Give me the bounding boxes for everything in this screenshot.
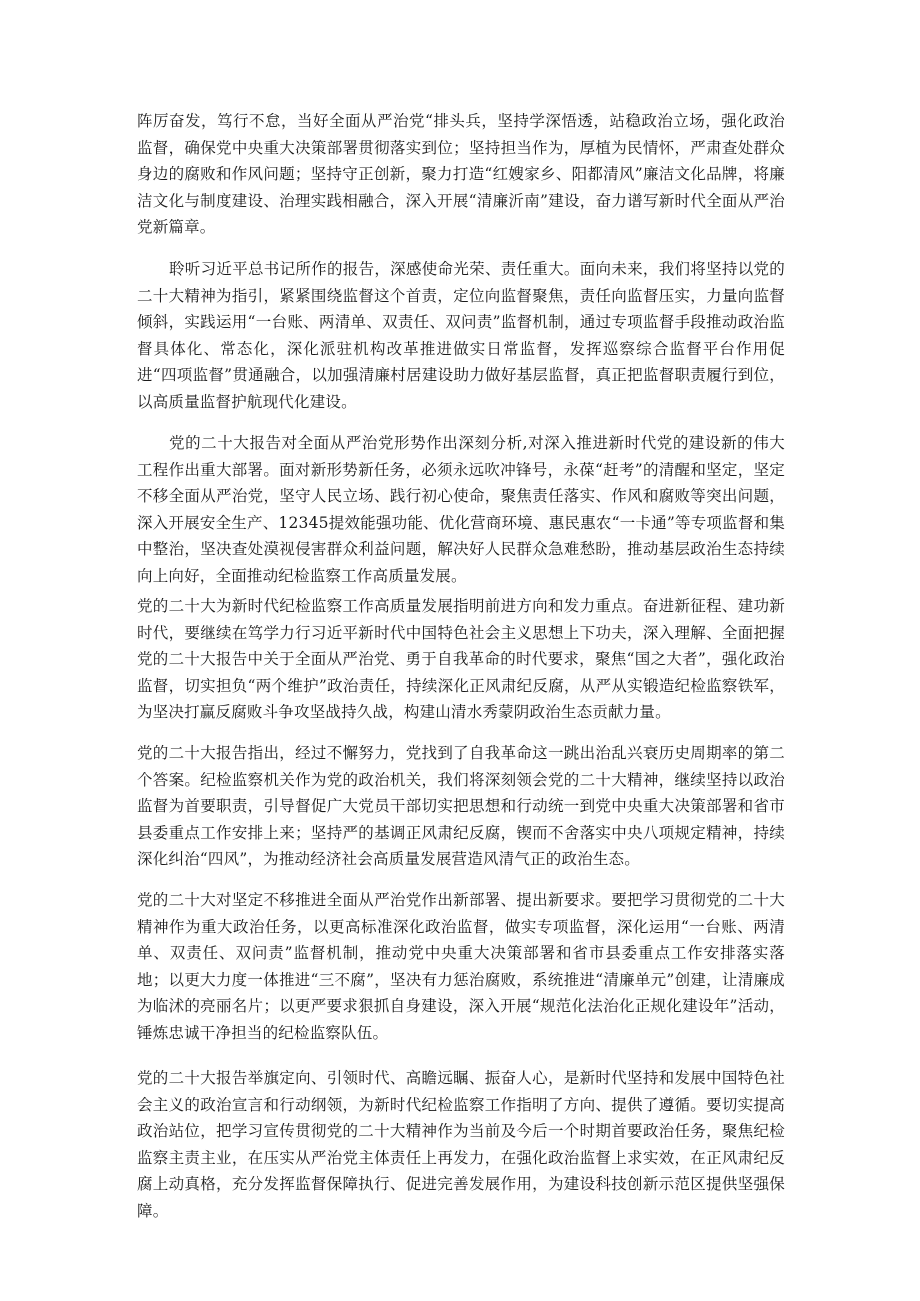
- paragraph-1: 阵厉奋发，笃行不怠，当好全面从严治党“排头兵，坚持学深悟透，站稳政治立场，强化政治监督，确保党中央重大决策部署贯彻落实到位；坚持担当作为，厚植为民情怀，严肃查处群众身边的腐败和作风问题；坚持守正创新，聚力打造“红嫂家乡、阳都清风”廉洁文化品牌，将廉洁文化与制度建设、治理实践相融合，深入开展“清廉沂南”建设，奋力谱写新时代全面从严治党新篇章。: [137, 112, 785, 237]
- paragraph-7: 党的二十大报告举旗定向、引领时代、高瞻远瞩、振奋人心，是新时代坚持和发展中国特色社会主义的政治宣言和行动纲领，为新时代纪检监察工作指明了方向、提供了遵循。要切实提高政治站位，把学习宣传贯彻党的二十大精神作为当前及今后一个时期首要政治任务，聚焦纪检监察主责主业，在压实从严治党主体责任上再发力，在强化政治监督上求实效，在正风肃纪反腐上动真格，充分发挥监督保障执行、促进完善发展作用，为建设科技创新示范区提供坚强保障。: [137, 1069, 785, 1220]
- paragraph-3: 党的二十大报告对全面从严治党形势作出深刻分析,对深入推进新时代党的建设新的伟大工程作出重大部署。面对新形势新任务，必须永远吹冲锋号，永葆“赶考”的清醒和坚定，坚定不移全面从严治党，坚守人民立场、践行初心使命，聚焦责任落实、作风和腐败等突出问题，深入开展安全生产、12345提效能强功能、优化营商环境、惠民惠农“一卡通”等专项监督和集中整治，坚决查处漠视侵害群众利益问题，解决好人民群众急难愁盼，推动基层政治生态持续向上向好，全面推动纪检监察工作高质量发展。: [137, 434, 785, 585]
- paragraph-6: 党的二十大对坚定不移推进全面从严治党作出新部署、提出新要求。要把学习贯彻党的二十大精神作为重大政治任务，以更高标准深化政治监督，做实专项监督，深化运用“一台账、两清单、双责任、双问责”监督机制，推动党中央重大决策部署和省市县委重点工作安排落实落地；以更大力度一体推进“三不腐”，坚决有力惩治腐败，系统推进“清廉单元”创建，让清廉成为临沭的亮丽名片；以更严要求狠抓自身建设，深入开展“规范化法治化正规化建设年”活动，锤炼忠诚干净担当的纪检监察队伍。: [137, 891, 785, 1042]
- paragraph-4: 党的二十大为新时代纪检监察工作高质量发展指明前进方向和发力重点。奋进新征程、建功新时代，要继续在笃学力行习近平新时代中国特色社会主义思想上下功夫，深入理解、全面把握党的二十大报告中关于全面从严治党、勇于自我革命的时代要求，聚焦“国之大者”，强化政治监督，切实担负“两个维护”政治责任，持续深化正风肃纪反腐，从严从实锻造纪检监察铁军，为坚决打赢反腐败斗争攻坚战持久战，构建山清水秀蒙阴政治生态贡献力量。: [137, 597, 785, 722]
- paragraph-2: 聆听习近平总书记所作的报告，深感使命光荣、责任重大。面向未来，我们将坚持以党的二十大精神为指引，紧紧围绕监督这个首责，定位向监督聚焦，责任向监督压实，力量向监督倾斜，实践运用“一台账、两清单、双责任、双问责”监督机制，通过专项监督手段推动政治监督具体化、常态化，深化派驻机构改革推进做实日常监督，发挥巡察综合监督平台作用促进“四项监督”贯通融合，以加强清廉村居建设助力做好基层监督，真正把监督职责履行到位，以高质量监督护航现代化建设。: [137, 260, 785, 411]
- paragraph-5: 党的二十大报告指出，经过不懈努力，党找到了自我革命这一跳出治乱兴衰历史周期率的第二个答案。纪检监察机关作为党的政治机关，我们将深刻领会党的二十大精神，继续坚持以政治监督为首要职责，引导督促广大党员干部切实把思想和行动统一到党中央重大决策部署和省市县委重点工作安排上来；坚持严的基调正风肃纪反腐，锲而不舍落实中央八项规定精神，持续深化纠治“四风”，为推动经济社会高质量发展营造风清气正的政治生态。: [137, 744, 785, 869]
